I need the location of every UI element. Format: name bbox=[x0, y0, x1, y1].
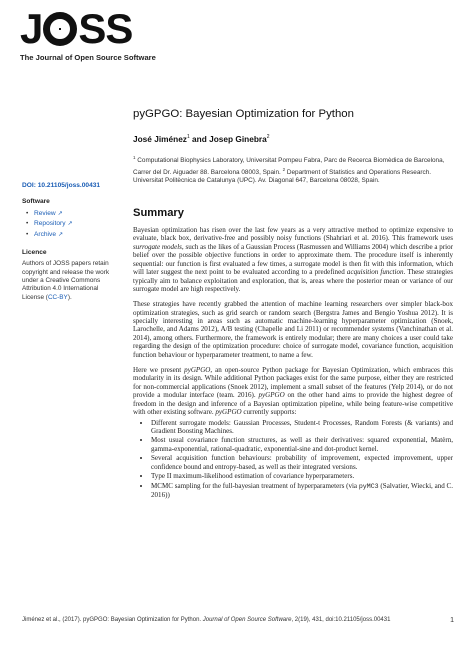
paper-title: pyGPGO: Bayesian Optimization for Python bbox=[133, 108, 354, 120]
p3-emphasis-2: pyGPGO bbox=[258, 391, 285, 400]
pymc3-code: pyMC3 bbox=[358, 482, 379, 490]
logo-tagline: The Journal of Open Source Software bbox=[20, 53, 156, 62]
logo-letters-ss: SS bbox=[78, 5, 133, 52]
feature-item: • Several acquisition function behaviours: probability of improvement, expected improvement, upper confidence bound and entropy-based, as well as their integrated versions. bbox=[151, 454, 453, 471]
archive-link-label: Archive bbox=[34, 230, 56, 238]
doi-value: 10.21105/joss.00431 bbox=[37, 182, 101, 189]
external-link-icon: ↗ bbox=[57, 210, 63, 217]
affil-2-mark: 2 bbox=[282, 166, 286, 172]
affil-2: Department of Statistics and Operations Research. Universitat Politècnica de Catalunya (UPC). Av. Diagonal 647, Barcelona 08028, Spain. bbox=[133, 168, 432, 185]
footer-journal: Journal of Open Source Software bbox=[202, 617, 292, 623]
sidebar bbox=[22, 182, 118, 302]
footer-citation bbox=[22, 617, 390, 624]
joss-logo bbox=[20, 5, 170, 62]
p3-text-c: on the other hand aims to provide the highest degree of freedom in the design and inference of a Bayesian optimization pipeline, while being feature-wise competitive with other existing software. bbox=[133, 391, 453, 417]
p1-text-a: Bayesian optimization has risen over the last few years as a very attractive method to optimize expensive to evaluate, black box, derivative-free and possibly noisy functions (Shahriari et al. 2016). This framework uses bbox=[133, 226, 453, 243]
summary-body bbox=[133, 226, 453, 501]
page-number: 1 bbox=[450, 617, 454, 624]
licence-close: ). bbox=[67, 293, 72, 301]
logo-circle-icon bbox=[43, 12, 77, 46]
author-1: José Jiménez bbox=[133, 134, 187, 144]
feature-item: • Most usual covariance function structures, as well as their derivatives: squared exponential, Matèrn, gamma-exponential, rational-quadratic, exponential-sine and dot-product kernel. bbox=[151, 436, 453, 453]
p3-text-b: , an open-source Python package for Bayesian Optimization, which embraces this modularity in its design. While additional Python packages exist for the same purpose, either they are restricted for non-commercial applications (Snoek 2012), implement a small subset of the features (Yelp 2014), or do not provide a modular interface (team. 2016). bbox=[133, 365, 453, 400]
p3-emphasis-1: pyGPGO bbox=[184, 365, 211, 374]
paragraph-2: These strategies have recently grabbed the attention of machine learning researchers over simpler black-box optimization strategies, such as grid search or random search (Bergstra James and Bengio Yoshua 2012). It is specially interesting in areas such as automatic machine-learning hyperparameter optimization (Snoek, Larochelle, and Adams 2012), A/B testing (Chapelle and Li 2011) or recommender systems (Vanchinathan et al. 2014), among others. Furthermore, the framework is entirely modular; there are many choices a user could take regarding the design of the optimization procedure: choice of surrogate model, covariance function, acquisition function behaviour or hyperparameter treatment, to name a few. bbox=[133, 300, 453, 359]
author-2: Josep Ginebra bbox=[209, 134, 267, 144]
feature-item: • Different surrogate models: Gaussian Processes, Student-t Processes, Random Forests (& variants) and Gradient Boosting Machines. bbox=[151, 419, 453, 436]
p3-text-a: Here we present bbox=[133, 365, 185, 374]
logo-letter-j: J bbox=[20, 5, 43, 52]
affil-1: Computational Biophysics Laboratory, Universitat Pompeu Fabra, Parc de Recerca Biomèdica de Barcelona, Carrer del Dr. Aiguader 88. Barcelona 08003, Spain. bbox=[133, 157, 445, 176]
p1-emphasis-1: surrogate models bbox=[133, 242, 182, 251]
p1-emphasis-2: acquisition function bbox=[346, 268, 404, 277]
p3-text-d: currently supports: bbox=[241, 408, 297, 417]
cc-by-link[interactable]: CC-BY bbox=[47, 293, 68, 301]
page-footer bbox=[22, 617, 454, 624]
external-link-icon: ↗ bbox=[67, 221, 73, 228]
feature-item bbox=[151, 482, 453, 500]
feature-5-text-b: (Salvatier, Wiecki, and C. 2016)) bbox=[151, 481, 453, 500]
repository-link[interactable] bbox=[34, 220, 118, 228]
paragraph-3 bbox=[133, 366, 453, 417]
licence-body: Authors of JOSS papers retain copyright and release the work under a Creative Commons Attribution 4.0 International License ( bbox=[22, 260, 110, 301]
affiliations bbox=[133, 154, 453, 186]
author-and: and bbox=[189, 134, 210, 144]
paper-authors bbox=[133, 134, 453, 144]
features-list bbox=[133, 419, 453, 500]
footer-citation-b: , 2(19), 431, doi:10.21105/joss.00431 bbox=[291, 617, 391, 623]
affil-1-mark: 1 bbox=[133, 155, 136, 160]
p1-text-b: , such as the likes of a Gaussian Process (Rasmussen and Williams 2004) which describe a prior belief over the possible objective functions in order to approximate them. The procedure itself is inherently sequential: our function is first evaluated a few times, a surrogate model is then fit with this information, which will later suggest the next point to be evaluated according to a predefined bbox=[133, 242, 453, 277]
review-link[interactable] bbox=[34, 210, 118, 218]
licence-heading: Licence bbox=[22, 249, 47, 257]
doi-link[interactable] bbox=[22, 182, 118, 190]
archive-link[interactable] bbox=[34, 231, 118, 239]
paragraph-1 bbox=[133, 226, 453, 294]
author-1-affil: 1 bbox=[186, 134, 190, 141]
summary-heading: Summary bbox=[133, 207, 184, 219]
software-heading: Software bbox=[22, 198, 50, 206]
repository-link-label: Repository bbox=[34, 220, 66, 228]
licence-text bbox=[22, 260, 118, 301]
logo-mark bbox=[20, 5, 170, 52]
footer-citation-a: Jiménez et al., (2017). pyGPGO: Bayesian Optimization for Python. bbox=[22, 617, 203, 623]
author-2-affil: 2 bbox=[266, 134, 270, 141]
doi-label: DOI: bbox=[22, 182, 36, 189]
feature-5-text-a: MCMC sampling for the full-bayesian treatment of hyperparameters (via bbox=[151, 481, 359, 490]
software-links bbox=[22, 210, 118, 239]
external-link-icon: ↗ bbox=[58, 231, 64, 238]
p1-text-c: . These strategies typically aim to balance exploitation and exploration, that is, areas where the posterior mean or variance of our surrogate model are high respectively. bbox=[133, 268, 453, 294]
review-link-label: Review bbox=[34, 209, 56, 217]
p3-emphasis-3: pyGPGO bbox=[215, 408, 242, 417]
feature-item: • Type II maximum-likelihood estimation of covariance hyperparameters. bbox=[151, 472, 453, 480]
